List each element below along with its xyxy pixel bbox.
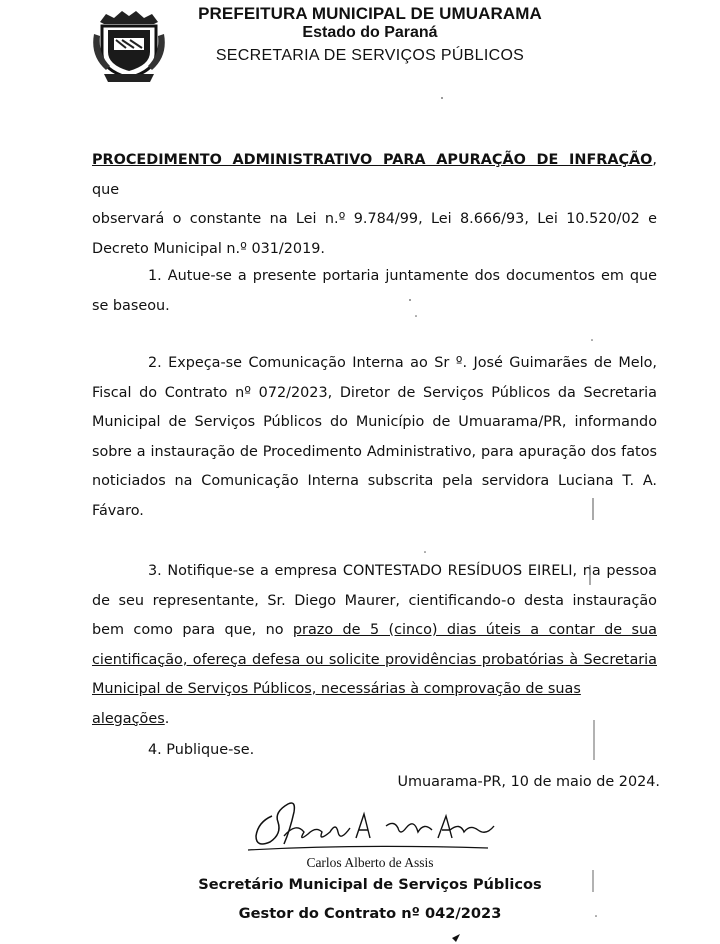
place-and-date: Umuarama-PR, 10 de maio de 2024. bbox=[397, 774, 660, 790]
header-state: Estado do Paraná bbox=[302, 24, 438, 41]
item-3-line-3: bem como para que, no prazo de 5 (cinco) dias úteis a contar de sua bbox=[92, 622, 657, 638]
intro-line-3: Decreto Municipal n.º 031/2019. bbox=[92, 240, 325, 257]
item-3-line-1: 3. Notifique-se a empresa CONTESTADO RESÍDUOS EIRELI, na pessoa bbox=[148, 563, 657, 579]
signatory-role: Secretário Municipal de Serviços Públicos bbox=[198, 876, 542, 893]
item-2-line-2: Fiscal do Contrato nº 072/2023, Diretor de Serviços Públicos da Secretaria bbox=[92, 384, 657, 401]
item-3-line-4: cientificação, ofereça defesa ou solicite providências probatórias à Secretaria bbox=[92, 651, 657, 668]
item-2-line-4: sobre a instauração de Procedimento Administrativo, para apuração dos fatos bbox=[92, 443, 657, 460]
document-title: PROCEDIMENTO ADMINISTRATIVO PARA APURAÇÃO DE INFRAÇÃO bbox=[92, 152, 653, 168]
intro-line-1: PROCEDIMENTO ADMINISTRATIVO PARA APURAÇÃO DE INFRAÇÃO, que bbox=[92, 152, 657, 198]
intro-line-2: observará o constante na Lei n.º 9.784/99, Lei 8.666/93, Lei 10.520/02 e bbox=[92, 211, 657, 227]
signatory-name: Carlos Alberto de Assis bbox=[306, 855, 434, 870]
header-city-hall: PREFEITURA MUNICIPAL DE UMUARAMA bbox=[198, 4, 542, 23]
item-2-line-3: Municipal de Serviços Públicos do Município de Umuarama/PR, informando bbox=[92, 414, 657, 430]
item-2-line-5: noticiados na Comunicação Interna subscrita pela servidora Luciana T. A. bbox=[92, 473, 657, 489]
item-2-line-1: 2. Expeça-se Comunicação Interna ao Sr º. José Guimarães de Melo, bbox=[148, 355, 657, 371]
item-3-line-5: Municipal de Serviços Públicos, necessárias à comprovação de suas alegações. bbox=[92, 681, 581, 727]
signatory-contract-role: Gestor do Contrato nº 042/2023 bbox=[238, 905, 502, 922]
item-4-line-1: 4. Publique-se. bbox=[148, 742, 255, 758]
deadline-underlined-text: prazo de 5 (cinco) dias úteis a contar de sua bbox=[292, 622, 657, 638]
item-2-line-6: Fávaro. bbox=[92, 502, 144, 519]
item-1-line-1: 1. Autue-se a presente portaria juntamente dos documentos em que bbox=[148, 268, 657, 284]
item-1-line-2: se baseou. bbox=[92, 297, 170, 314]
header-department: SECRETARIA DE SERVIÇOS PÚBLICOS bbox=[215, 47, 525, 64]
item-3-line-2: de seu representante, Sr. Diego Maurer, cientificando-o desta instauração bbox=[92, 592, 657, 609]
